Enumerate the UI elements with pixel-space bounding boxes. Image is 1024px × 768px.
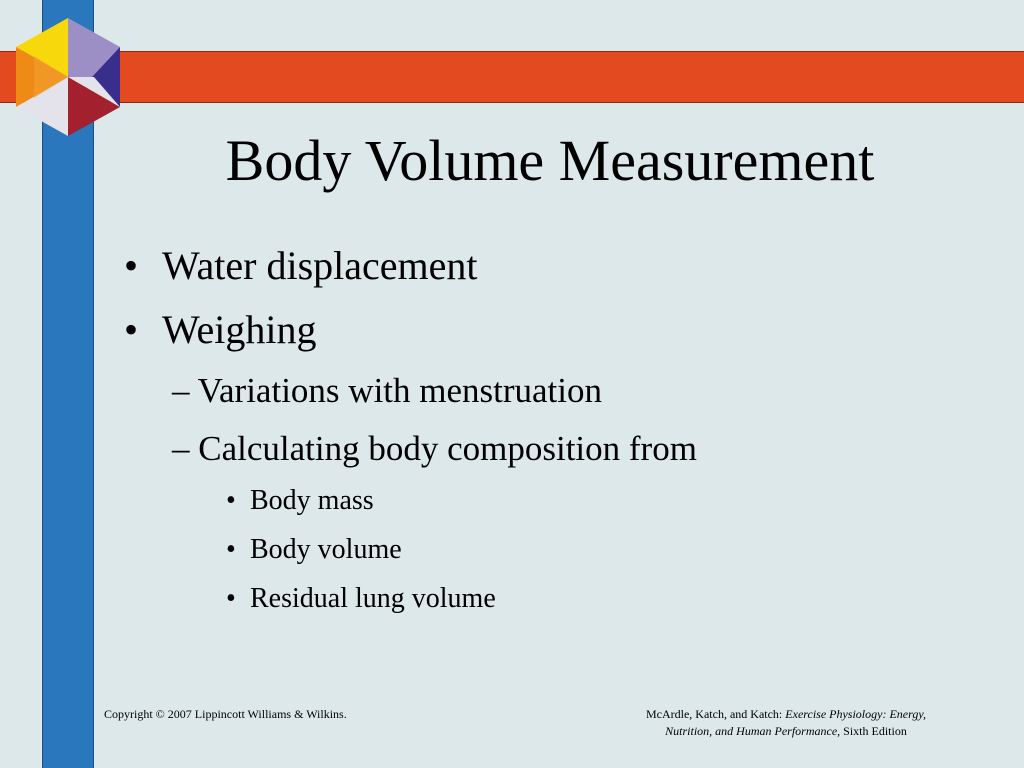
slide-title: Body Volume Measurement [225, 128, 875, 193]
sub-bullet-item [172, 428, 697, 470]
sub-sub-bullet-text: Residual lung volume [250, 583, 496, 614]
sub-sub-bullet-marker: • [226, 583, 236, 614]
sub-bullet-text: Variations with menstruation [197, 371, 603, 410]
bullet-marker: • [124, 307, 139, 352]
sub-sub-bullet-text: Body mass [250, 485, 374, 516]
bullet-text: Water displacement [162, 243, 478, 288]
citation-title-line1: Exercise Physiology: Energy, [785, 707, 927, 721]
hexagon-cube-logo-icon [14, 16, 122, 138]
bullet-text: Weighing [162, 307, 317, 352]
citation-edition: Sixth Edition [840, 724, 907, 738]
horizontal-accent-bar [0, 51, 1024, 103]
citation-title-line2: Nutrition, and Human Performance, [665, 724, 841, 738]
sub-sub-bullet-marker: • [226, 485, 236, 516]
sub-bullet-marker: – [172, 429, 190, 468]
sub-sub-bullet-text: Body volume [250, 534, 402, 565]
copyright-notice: Copyright © 2007 Lippincott Williams & Wilkins. [104, 707, 347, 721]
sub-bullet-item [172, 370, 602, 412]
sub-bullet-text: Calculating body composition from [198, 429, 697, 468]
citation [600, 706, 972, 740]
sub-sub-bullet-marker: • [226, 534, 236, 565]
citation-authors: McArdle, Katch, and Katch: [645, 707, 786, 721]
sub-bullet-marker: – [172, 371, 190, 410]
bullet-marker: • [124, 243, 139, 288]
